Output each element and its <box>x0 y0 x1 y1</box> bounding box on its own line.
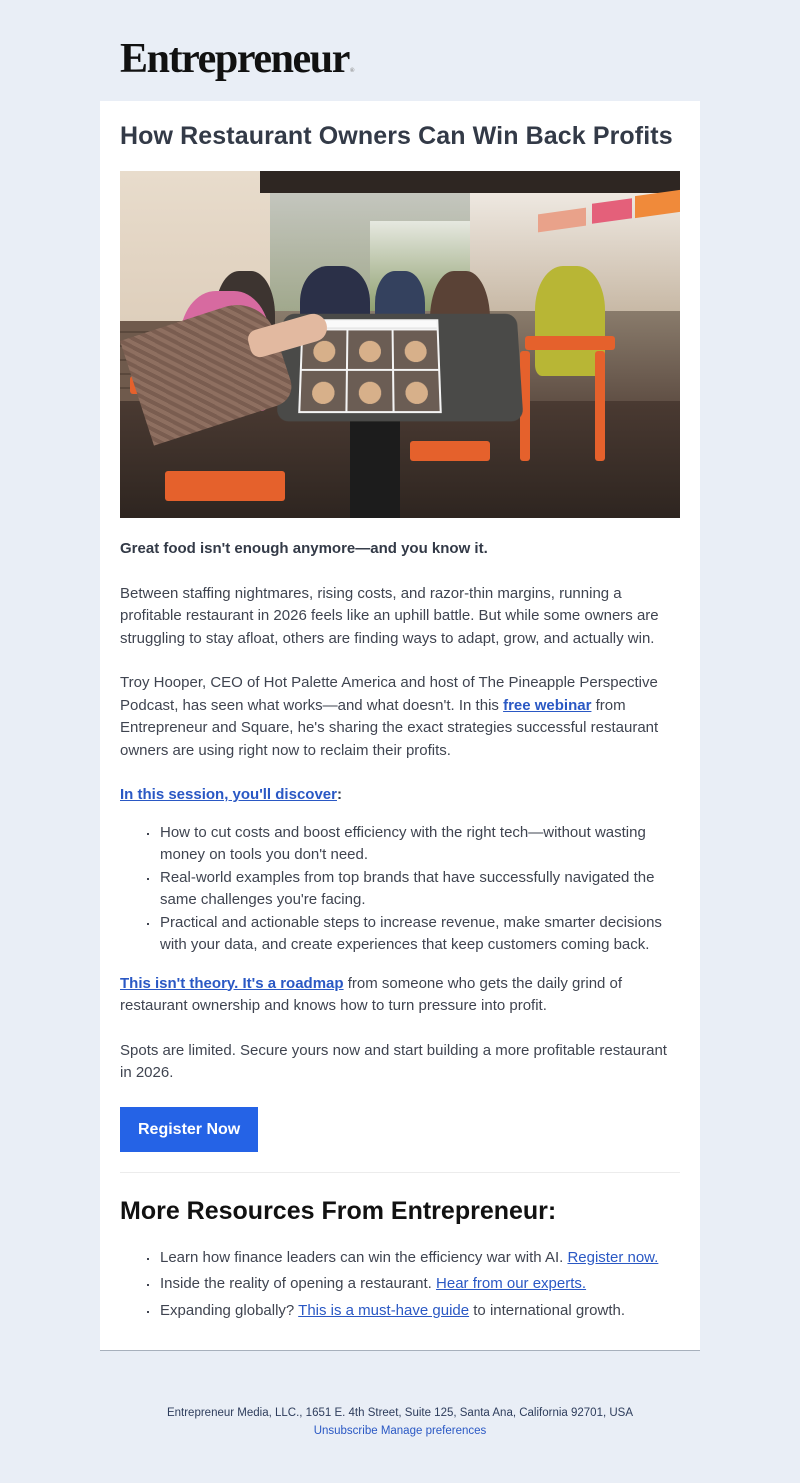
resource-item <box>160 1245 680 1272</box>
discover-heading <box>120 784 680 807</box>
speaker-text-end: from Entrepreneur and Square, he's sharing the exact strategies successful restaurant owners are using right now to reclaim their profits. <box>120 696 659 759</box>
discover-colon: : <box>336 786 342 803</box>
resource-text: Inside the reality of opening a restaurant. <box>160 1275 437 1292</box>
session-takeaways-list <box>120 822 680 957</box>
resource-item <box>160 1271 680 1298</box>
article-title: How Restaurant Owners Can Win Back Profits <box>120 122 673 150</box>
logo-text: Entrepreneur <box>120 36 349 82</box>
company-address: Entrepreneur Media, LLC., 1651 E. 4th Street, Suite 125, Santa Ana, California 92701, USA <box>166 1407 634 1419</box>
hero-chair <box>525 336 615 350</box>
tablet-dish-tile <box>300 371 346 411</box>
registered-mark: ® <box>349 68 354 74</box>
resource-item <box>160 1298 680 1325</box>
hero-chair <box>595 351 605 461</box>
takeaway-item: Practical and actionable steps to increase revenue, make smarter decisions with your data, and create experiences that keep customers coming back. <box>160 912 680 957</box>
tablet-dish-tile <box>348 330 392 368</box>
takeaway-item: Real-world examples from top brands that have successfully navigated the same challenges you're facing. <box>160 867 680 912</box>
email-header <box>0 0 800 101</box>
more-resources-heading: More Resources From Entrepreneur: <box>120 1196 557 1225</box>
manage-preferences-link[interactable]: Manage preferences <box>380 1425 487 1437</box>
tablet-dish-tile <box>347 371 392 411</box>
speaker-paragraph <box>120 672 680 762</box>
resource-text: Expanding globally? <box>160 1301 299 1319</box>
email-content <box>100 101 700 1324</box>
spots-limited-paragraph: Spots are limited. Secure yours now and start building a more profitable restaurant in 2026. <box>120 1041 667 1081</box>
entrepreneur-logo[interactable] <box>120 34 353 96</box>
session-discover-link[interactable]: In this session, you'll discover <box>120 786 337 803</box>
tablet-dish-tile <box>394 371 440 411</box>
speaker-text: Troy Hooper, CEO of Hot Palette America and host of The Pineapple Perspective Podcast, has seen what works—and what doesn't. In this <box>120 674 658 714</box>
hero-chair <box>165 471 285 501</box>
takeaway-item: How to cut costs and boost efficiency with the right tech—without wasting money on tools you don't need. <box>160 822 680 867</box>
roadmap-text: from someone who gets the daily grind of restaurant ownership and knows how to turn pressure into profit. <box>120 974 623 1014</box>
unsubscribe-link[interactable]: Unsubscribe <box>313 1425 378 1437</box>
resource-text: Learn how finance leaders can win the efficiency war with AI. <box>160 1248 568 1266</box>
footer-links <box>0 1422 800 1440</box>
tablet-dish-tile <box>394 330 439 368</box>
free-webinar-link[interactable]: free webinar <box>503 696 592 714</box>
resource-text-end: to international growth. <box>469 1301 626 1319</box>
roadmap-paragraph <box>120 973 680 1018</box>
email-card <box>100 101 700 1351</box>
roadmap-link[interactable]: This isn't theory. It's a roadmap <box>120 974 344 992</box>
email-footer <box>0 1404 800 1440</box>
intro-paragraph: Between staffing nightmares, rising costs, and razor-thin margins, running a profitable restaurant in 2026 feels like an uphill battle. But while some owners are struggling to stay afloat, others are finding ways to adapt, grow, and actually win. <box>120 584 659 647</box>
hero-kiosk-stand <box>350 416 400 518</box>
must-have-guide-link[interactable]: This is a must-have guide <box>298 1301 470 1319</box>
hero-chair <box>410 441 490 461</box>
hero-image[interactable] <box>120 171 680 518</box>
register-now-link[interactable]: Register now. <box>567 1248 659 1266</box>
resources-list <box>120 1245 680 1325</box>
hero-ceiling <box>260 171 680 193</box>
lead-sentence: Great food isn't enough anymore—and you know it. <box>120 540 488 557</box>
register-now-button[interactable]: Register Now <box>120 1107 258 1152</box>
hear-from-experts-link[interactable]: Hear from our experts. <box>436 1275 587 1292</box>
